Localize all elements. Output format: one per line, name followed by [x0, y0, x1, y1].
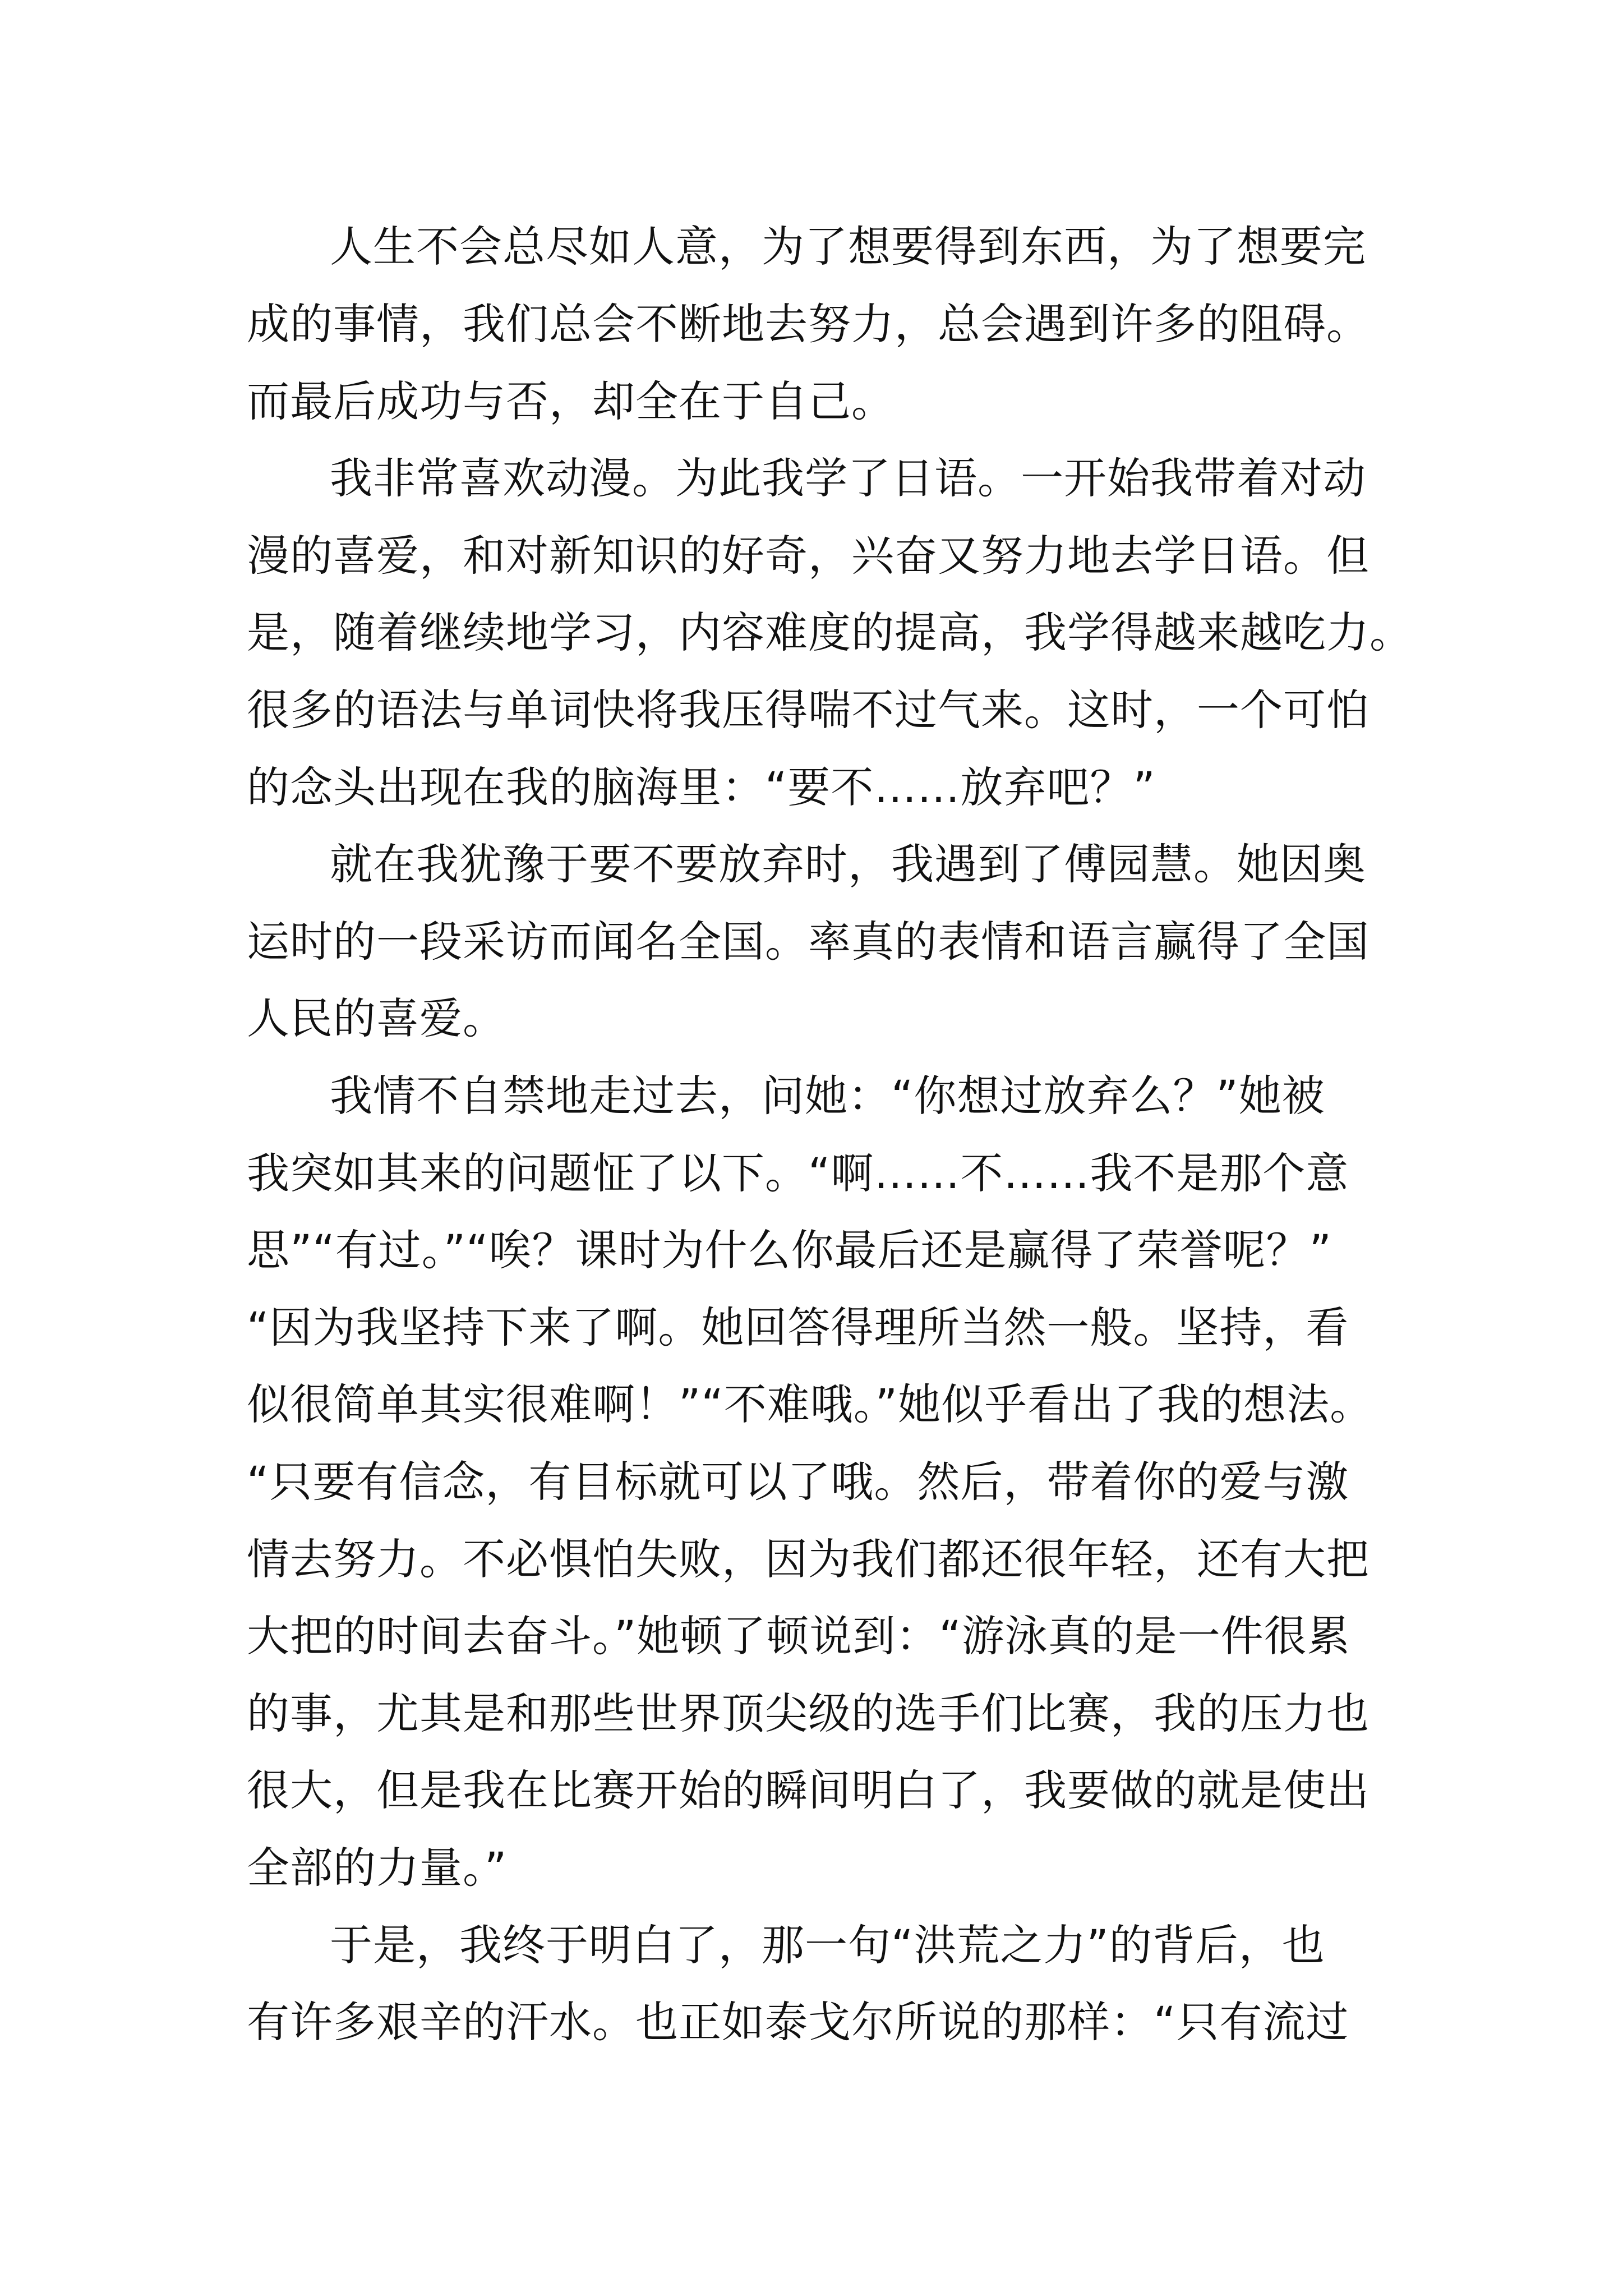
- text-line: 而最后成功与否，却全在于自己。: [247, 376, 895, 426]
- text-line: 很大，但是我在比赛开始的瞬间明白了，我要做的就是使出: [247, 1765, 1370, 1815]
- text-line: 于是，我终于明白了，那一句“洪荒之力”的背后，也: [330, 1920, 1325, 1970]
- text-line: 我突如其来的问题怔了以下。“啊……不……我不是那个意: [247, 1148, 1349, 1198]
- text-line: 漫的喜爱，和对新知识的好奇，兴奋又努力地去学日语。但: [247, 531, 1370, 581]
- text-line: 思”“有过。”“唉？课时为什么你最后还是赢得了荣誉呢？”: [247, 1225, 1332, 1275]
- text-line: 有许多艰辛的汗水。也正如泰戈尔所说的那样：“只有流过: [247, 1997, 1349, 2047]
- text-line: 运时的一段采访而闻名全国。率真的表情和语言赢得了全国: [247, 917, 1370, 967]
- text-line: 我非常喜欢动漫。为此我学了日语。一开始我带着对动: [330, 453, 1366, 503]
- text-line: 似很简单其实很难啊！”“不难哦。”她似乎看出了我的想法。: [247, 1379, 1373, 1429]
- text-line: “因为我坚持下来了啊。她回答得理所当然一般。坚持，看: [247, 1303, 1349, 1352]
- text-line: “只要有信念，有目标就可以了哦。然后，带着你的爱与激: [247, 1457, 1349, 1507]
- text-line: 很多的语法与单词快将我压得喘不过气来。这时，一个可怕: [247, 685, 1370, 735]
- text-line: 成的事情，我们总会不断地去努力，总会遇到许多的阻碍。: [247, 299, 1370, 349]
- text-line: 的念头出现在我的脑海里：“要不……放弃吧？”: [247, 762, 1156, 812]
- text-line: 人民的喜爱。: [247, 993, 506, 1043]
- text-line: 情去努力。不必惧怕失败，因为我们都还很年轻，还有大把: [247, 1534, 1370, 1584]
- text-line: 全部的力量。”: [247, 1843, 508, 1893]
- text-line: 就在我犹豫于要不要放弃时，我遇到了傅园慧。她因奥: [330, 839, 1366, 889]
- text-line: 我情不自禁地走过去，问她：“你想过放弃么？”她被: [330, 1071, 1325, 1121]
- text-line: 是，随着继续地学习，内容难度的提高，我学得越来越吃力。: [247, 608, 1413, 657]
- text-line: 的事，尤其是和那些世界顶尖级的选手们比赛，我的压力也: [247, 1688, 1370, 1738]
- text-line: 人生不会总尽如人意，为了想要得到东西，为了想要完: [330, 222, 1366, 272]
- text-line: 大把的时间去奋斗。”她顿了顿说到：“游泳真的是一件很累: [247, 1611, 1350, 1661]
